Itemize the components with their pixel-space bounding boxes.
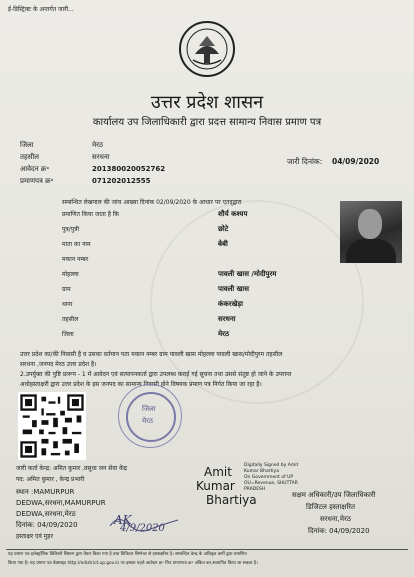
field-label-police-station: थाना: [62, 301, 73, 308]
certificate-label: प्रमाणपत्र क्र॰: [20, 177, 54, 185]
field-label-locality: मोहल्ला: [62, 271, 79, 278]
authority-line4: दिनांक: 04/09/2020: [308, 527, 370, 535]
handwritten-scribble: [108, 510, 190, 542]
body-para1-line1: उत्तर प्रदेश का/की निवासी है व उसका वर्तमान पता मकान नम्बर ग्राम पावली खास मोहल्ला पावली खास/मोदीपुरम तहसील: [20, 351, 283, 358]
dsig-name2: Kumar: [196, 479, 235, 493]
field-label-parent: पुत्र/पुत्री: [62, 226, 80, 233]
office-stamp: [126, 392, 176, 442]
tehsil-label: तहसील: [20, 153, 39, 161]
dsig-line3: On Government of UP: [244, 475, 294, 480]
applicant-photo: [340, 201, 402, 263]
field-value-parent: छोटे: [218, 225, 229, 233]
field-label-tehsil: तहसील: [62, 316, 79, 323]
gov-title: उत्तर प्रदेश शासन: [150, 92, 264, 113]
handwritten-date: 4/9/2020: [120, 523, 165, 534]
application-value: 201380020052762: [92, 165, 166, 173]
issuer-line4: DEDWA,सरधना,MAMURPUR: [16, 499, 106, 507]
intro-text: सम्बन्धित लेखपाल की जांच आख्या दिनांक 02/09/2020 के आधार पर एतद्‌द्वारा: [62, 199, 242, 206]
district-value: मेरठ: [92, 141, 104, 149]
field-value-mother: बेबी: [218, 240, 228, 248]
photo-face: [358, 209, 382, 239]
field-value-tehsil: सरधना: [218, 315, 236, 323]
authority-line3: सरधना,मेरठ: [320, 515, 351, 523]
issuer-line1: जारी कर्ता केन्द्र: अमित कुमार ,वसुधा जन सेवा केंद्र: [16, 465, 127, 472]
certificate-value: 071202012555: [92, 177, 151, 185]
issuer-line6: दिनांक: 04/09/2020: [16, 521, 78, 529]
field-value-name: शौर्य कश्यप: [218, 210, 248, 218]
dsig-name1: Amit: [204, 465, 232, 479]
authority-line1: सक्षम अधिकारी/उप जिलाधिकारी: [292, 491, 376, 499]
footer-divider: [6, 549, 408, 550]
issuer-line5: DEDWA,सरधना,मेरठ: [16, 510, 76, 518]
dsig-line2: Kumar Bhartiya: [244, 469, 279, 474]
field-label-district: जिला: [62, 331, 74, 338]
field-value-locality: पावली खास /मोदीपुरम: [218, 270, 277, 278]
field-label-name: प्रमाणित किया जाता है कि: [62, 211, 120, 218]
footer-line2: किया गया है। यह प्रमाण पत्र वेबसाइट http://edistrict.up.gov.in पर इसका पहले आवेदन क्र॰ फिर प्रमाणपत्र क्र॰ अंकित कर,सत्यापित किया जा सकता है।: [8, 561, 258, 566]
field-value-police-station: कंकरखेड़ा: [218, 300, 243, 308]
district-label: जिला: [20, 141, 34, 149]
tehsil-value: सरधना: [92, 153, 110, 161]
handwritten-initials: AK: [114, 513, 132, 527]
field-label-village: ग्राम: [62, 286, 71, 293]
field-value-village: पावली खास: [218, 285, 249, 293]
dsig-name3: Bhartiya: [206, 493, 257, 507]
stamp-line2: मेरठ: [142, 417, 154, 425]
dsig-line5: PRADESH: [244, 487, 266, 492]
photo-shirt: [346, 239, 396, 263]
footer-line1: यह प्रमाण पत्र इलेक्ट्रॉनिक डिलिवरी सिस्टम द्वारा तैयार किया गया है तथा डिजिटल सिग्नेचर से हस्ताक्षरित है। सम्बन्धित केन्द्र के अधिकृत कर्मी द्वारा प्रमाणित: [8, 552, 247, 557]
issuer-line7: हस्ताक्षर एवं मुहर: [16, 533, 53, 540]
issuer-line2: पद: अमित कुमार , केन्द्र प्रभारी: [16, 476, 85, 483]
dsig-line4: OU=Revenue, SHUTTAR: [244, 481, 298, 486]
header-note: ई-डिस्ट्रिक्ट के अन्तर्गत जारी...: [8, 6, 74, 13]
body-para2-line1: 2.उपर्युक्त की पुष्टि प्रारूप - 1 में आवेदन एवं सत्यापनकर्ता द्वारा उपलब्ध कराई गई सूचना तथा उससे संतुष्ट हो जाने के उपरान्त: [20, 371, 292, 378]
issue-date-label: जारी दिनांक:: [287, 157, 323, 166]
field-value-district: मेरठ: [218, 330, 230, 338]
stamp-line1: जिला: [142, 405, 156, 413]
field-label-mother: माता का नाम: [62, 241, 91, 248]
body-para2-line2: अधोहस्ताक्षरी द्वारा उत्तर प्रदेश के इस जनपद का सामान्य निवासी होने विषयक प्रमाण पत्र निर्गत किया जा रहा है।: [20, 381, 262, 388]
body-para1-line2: सरधना ,जनपद मेरठ उत्तर प्रदेश है।: [20, 361, 97, 368]
dsig-line1: Digitally Signed by Amit: [244, 463, 299, 468]
issue-date-value: 04/09/2020: [332, 157, 380, 166]
application-label: आवेदन क्र॰: [20, 165, 50, 173]
doc-title: कार्यालय उप जिलाधिकारी द्वारा प्रदत्त सामान्य निवास प्रमाण पत्र: [92, 117, 322, 128]
field-label-house: मकान नम्बर: [62, 256, 89, 263]
issuer-line3: स्थान :MAMURPUR: [16, 488, 75, 496]
up-govt-emblem-icon: [177, 20, 237, 78]
authority-line2: डिजिटल हस्ताक्षरित: [306, 503, 355, 511]
qr-code: [18, 392, 86, 460]
